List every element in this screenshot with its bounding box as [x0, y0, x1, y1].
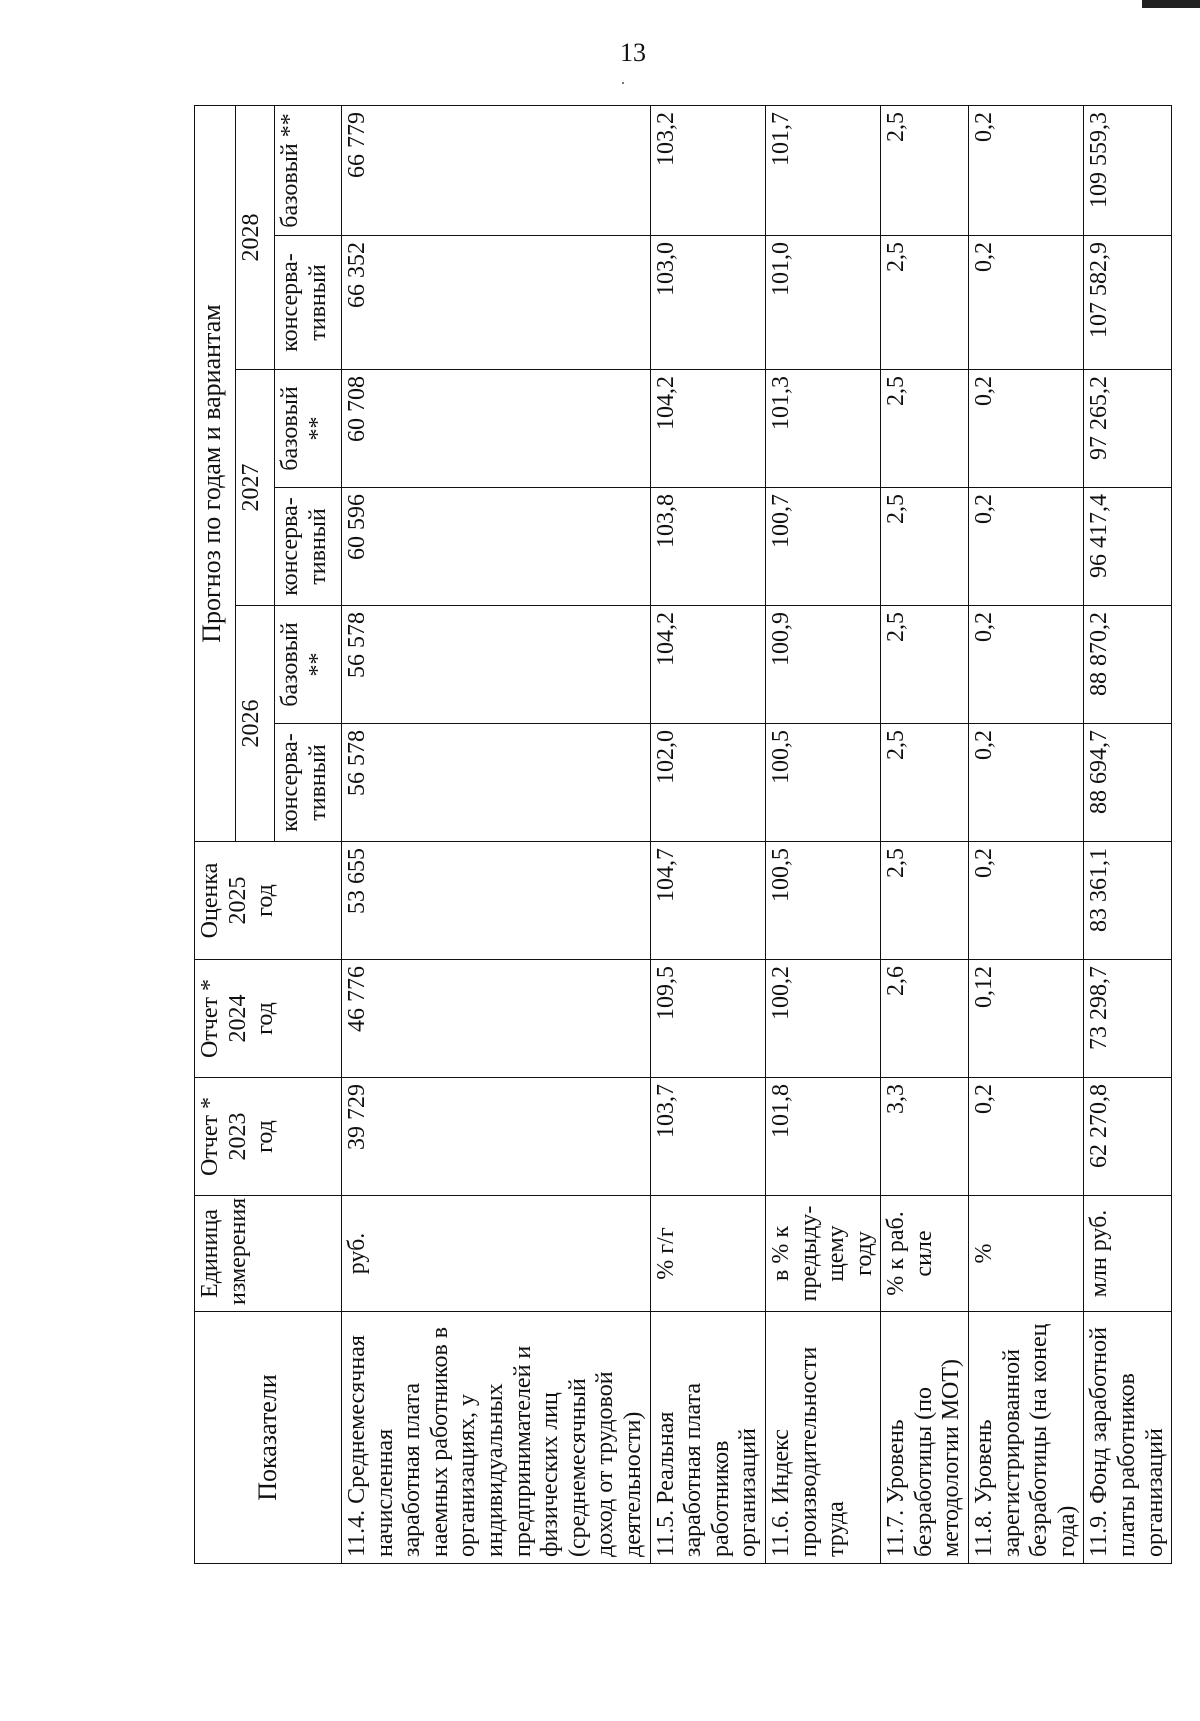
- value-cell: 3,3: [881, 1078, 969, 1196]
- header-report-2023-unit: год: [252, 1120, 279, 1153]
- table-row: [650, 106, 765, 1564]
- value-cell: 0,2: [969, 606, 1084, 724]
- value-cell: 103,0: [650, 236, 765, 370]
- table-row: [881, 106, 969, 1564]
- value-cell: 62 270,8: [1084, 1078, 1172, 1196]
- value-cell: 0,2: [969, 106, 1084, 236]
- row-label: 11.9. Фонд заработной платы работников организаций: [1084, 1312, 1172, 1564]
- value-cell: 0,2: [969, 370, 1084, 488]
- row-label: 11.4. Среднемесячная начисленная заработная плата наемных работников в организациях, у индивидуальных предпринимателей и физических лиц (среднемесячный доход от трудовой деятельности): [342, 1312, 651, 1564]
- header-variant-conservative: консерва-тивный: [275, 724, 342, 842]
- unit-cell: руб.: [342, 1196, 651, 1312]
- value-cell: 107 582,9: [1084, 236, 1172, 370]
- value-cell: 2,5: [881, 236, 969, 370]
- value-cell: 0,2: [969, 488, 1084, 606]
- value-cell: 73 298,7: [1084, 960, 1172, 1078]
- header-variant-base: базовый **: [275, 106, 342, 236]
- header-year-2026: 2026: [236, 606, 275, 842]
- header-year-2027: 2027: [236, 370, 275, 606]
- table-row: [765, 106, 880, 1564]
- value-cell: 101,3: [765, 370, 880, 488]
- header-unit: [195, 1196, 342, 1312]
- value-cell: 2,5: [881, 724, 969, 842]
- value-cell: 56 578: [342, 606, 651, 724]
- value-cell: 2,6: [881, 960, 969, 1078]
- table-row: [342, 106, 651, 1564]
- value-cell: 103,7: [650, 1078, 765, 1196]
- value-cell: 103,2: [650, 106, 765, 236]
- header-indicators: Показатели: [195, 1312, 342, 1564]
- value-cell: 96 417,4: [1084, 488, 1172, 606]
- value-cell: 53 655: [342, 842, 651, 960]
- value-cell: 2,5: [881, 488, 969, 606]
- value-cell: 104,2: [650, 370, 765, 488]
- value-cell: 83 361,1: [1084, 842, 1172, 960]
- header-variant-conservative: консерва-тивный: [275, 488, 342, 606]
- value-cell: 0,2: [969, 842, 1084, 960]
- header-report-2023-label: Отчет *: [197, 1096, 223, 1177]
- value-cell: 103,8: [650, 488, 765, 606]
- value-cell: 0,2: [969, 1078, 1084, 1196]
- scan-speck: [622, 82, 624, 84]
- row-label: 11.5. Реальная заработная плата работников организаций: [650, 1312, 765, 1564]
- header-estimate-2025-label: Оценка: [197, 862, 223, 939]
- header-estimate-2025: [195, 842, 342, 960]
- value-cell: 2,5: [881, 842, 969, 960]
- value-cell: 66 352: [342, 236, 651, 370]
- value-cell: 104,2: [650, 606, 765, 724]
- header-report-2024-unit: год: [252, 1002, 279, 1035]
- unit-cell: % г/г: [650, 1196, 765, 1312]
- header-report-2024: [195, 960, 342, 1078]
- value-cell: 100,9: [765, 606, 880, 724]
- value-cell: 88 870,2: [1084, 606, 1172, 724]
- unit-cell: млн руб.: [1084, 1196, 1172, 1312]
- header-row-main: [195, 106, 236, 1564]
- value-cell: 109,5: [650, 960, 765, 1078]
- value-cell: 104,7: [650, 842, 765, 960]
- header-report-2024-label: Отчет *: [197, 978, 223, 1059]
- header-unit-text: Единица измерения: [197, 1197, 251, 1305]
- unit-cell: в % к предыду-щему году: [765, 1196, 880, 1312]
- table-row: [1084, 106, 1172, 1564]
- value-cell: 100,7: [765, 488, 880, 606]
- value-cell: 60 596: [342, 488, 651, 606]
- value-cell: 101,8: [765, 1078, 880, 1196]
- forecast-table: [194, 105, 1172, 1564]
- value-cell: 101,7: [765, 106, 880, 236]
- value-cell: 102,0: [650, 724, 765, 842]
- value-cell: 56 578: [342, 724, 651, 842]
- value-cell: 60 708: [342, 370, 651, 488]
- header-forecast: Прогноз по годам и вариантам: [195, 106, 236, 842]
- value-cell: 2,5: [881, 606, 969, 724]
- unit-cell: %: [969, 1196, 1084, 1312]
- value-cell: 0,2: [969, 724, 1084, 842]
- value-cell: 88 694,7: [1084, 724, 1172, 842]
- value-cell: 0,2: [969, 236, 1084, 370]
- scan-edge-mark: [1142, 0, 1200, 8]
- value-cell: 109 559,3: [1084, 106, 1172, 236]
- header-report-2023: [195, 1078, 342, 1196]
- row-label: 11.7. Уровень безработицы (по методологии МОТ): [881, 1312, 969, 1564]
- value-cell: 100,2: [765, 960, 880, 1078]
- forecast-table-frame: [194, 106, 1168, 1564]
- unit-cell: % к раб. силе: [881, 1196, 969, 1312]
- header-estimate-2025-unit: год: [252, 884, 279, 917]
- row-label: 11.8. Уровень зарегистрированной безработицы (на конец года): [969, 1312, 1084, 1564]
- header-report-2023-year: 2023: [224, 1112, 251, 1161]
- header-variant-base: базовый **: [275, 606, 342, 724]
- value-cell: 2,5: [881, 370, 969, 488]
- header-estimate-2025-year: 2025: [224, 876, 251, 925]
- page-number: 13: [620, 38, 646, 67]
- header-variant-conservative: консерва-тивный: [275, 236, 342, 370]
- value-cell: 100,5: [765, 842, 880, 960]
- value-cell: 46 776: [342, 960, 651, 1078]
- value-cell: 101,0: [765, 236, 880, 370]
- header-variant-base: базовый **: [275, 370, 342, 488]
- table-row: [969, 106, 1084, 1564]
- header-report-2024-year: 2024: [224, 994, 251, 1043]
- value-cell: 2,5: [881, 106, 969, 236]
- value-cell: 0,12: [969, 960, 1084, 1078]
- value-cell: 97 265,2: [1084, 370, 1172, 488]
- value-cell: 100,5: [765, 724, 880, 842]
- value-cell: 39 729: [342, 1078, 651, 1196]
- header-year-2028: 2028: [236, 106, 275, 370]
- row-label: 11.6. Индекс производительности труда: [765, 1312, 880, 1564]
- value-cell: 66 779: [342, 106, 651, 236]
